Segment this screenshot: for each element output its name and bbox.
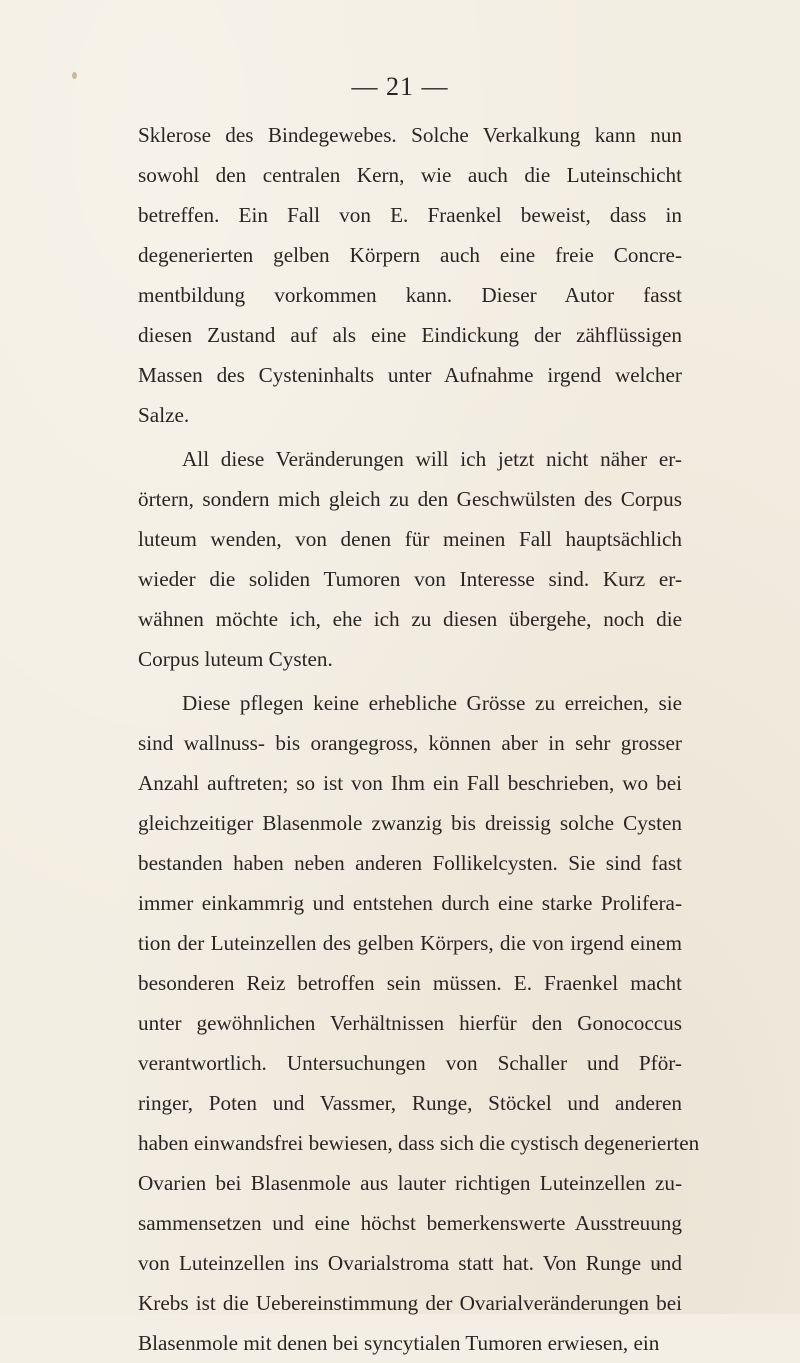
text-line: unter gewöhnlichen Verhältnissen hierfür den Gonococcus (138, 1011, 682, 1035)
text-line: sowohl den centralen Kern, wie auch die Luteinschicht (138, 163, 682, 187)
text-line: gleichzeitiger Blasenmole zwanzig bis dreissig solche Cysten (138, 811, 682, 835)
text-line: Massen des Cysteninhalts unter Aufnahme irgend welcher (138, 363, 682, 387)
text-line: örtern, sondern mich gleich zu den Geschwülsten des Corpus (138, 487, 682, 511)
text-line: luteum wenden, von denen für meinen Fall hauptsächlich (138, 527, 682, 551)
body-text (138, 115, 700, 1363)
text-line: Diese pflegen keine erhebliche Grösse zu erreichen, sie (182, 691, 682, 715)
text-line: von Luteinzellen ins Ovarialstroma statt hat. Von Runge und (138, 1251, 682, 1275)
text-line: Krebs ist die Uebereinstimmung der Ovarialveränderungen bei (138, 1291, 682, 1315)
paragraph (138, 683, 700, 1363)
paragraph (138, 439, 682, 679)
text-line: Corpus luteum Cysten. (138, 647, 333, 671)
text-line: Sklerose des Bindegewebes. Solche Verkalkung kann nun (138, 123, 682, 147)
paragraph (138, 115, 682, 435)
text-line: besonderen Reiz betroffen sein müssen. E. Fraenkel macht (138, 971, 682, 995)
text-line: All diese Veränderungen will ich jetzt nicht näher er- (182, 447, 682, 471)
text-line: wähnen möchte ich, ehe ich zu diesen übergehe, noch die (138, 607, 682, 631)
text-line: bestanden haben neben anderen Follikelcysten. Sie sind fast (138, 851, 682, 875)
page-number: — 21 — (351, 72, 449, 101)
text-line: degenerierten gelben Körpern auch eine freie Concre- (138, 243, 682, 267)
text-line: wieder die soliden Tumoren von Interesse sind. Kurz er- (138, 567, 682, 591)
text-line: Ovarien bei Blasenmole aus lauter richtigen Luteinzellen zu- (138, 1171, 682, 1195)
text-line: tion der Luteinzellen des gelben Körpers, die von irgend einem (138, 931, 682, 955)
text-line: haben einwandsfrei bewiesen, dass sich die cystisch degenerierten (138, 1131, 700, 1155)
text-line: diesen Zustand auf als eine Eindickung der zähflüssigen (138, 323, 682, 347)
text-line: Blasenmole mit denen bei syncytialen Tumoren erwiesen, ein (138, 1331, 660, 1355)
text-line: mentbildung vorkommen kann. Dieser Autor fasst (138, 283, 682, 307)
text-line: immer einkammrig und entstehen durch eine starke Prolifera- (138, 891, 682, 915)
text-line: verantwortlich. Untersuchungen von Schaller und Pför- (138, 1051, 682, 1075)
text-line: sammensetzen und eine höchst bemerkenswerte Ausstreuung (138, 1211, 682, 1235)
text-line: Anzahl auftreten; so ist von Ihm ein Fall beschrieben, wo bei (138, 771, 682, 795)
text-line: ringer, Poten und Vassmer, Runge, Stöckel und anderen (138, 1091, 682, 1115)
text-line: Salze. (138, 403, 190, 427)
text-line: betreffen. Ein Fall von E. Fraenkel beweist, dass in (138, 203, 682, 227)
text-line: sind wallnuss- bis orangegross, können aber in sehr grosser (138, 731, 682, 755)
